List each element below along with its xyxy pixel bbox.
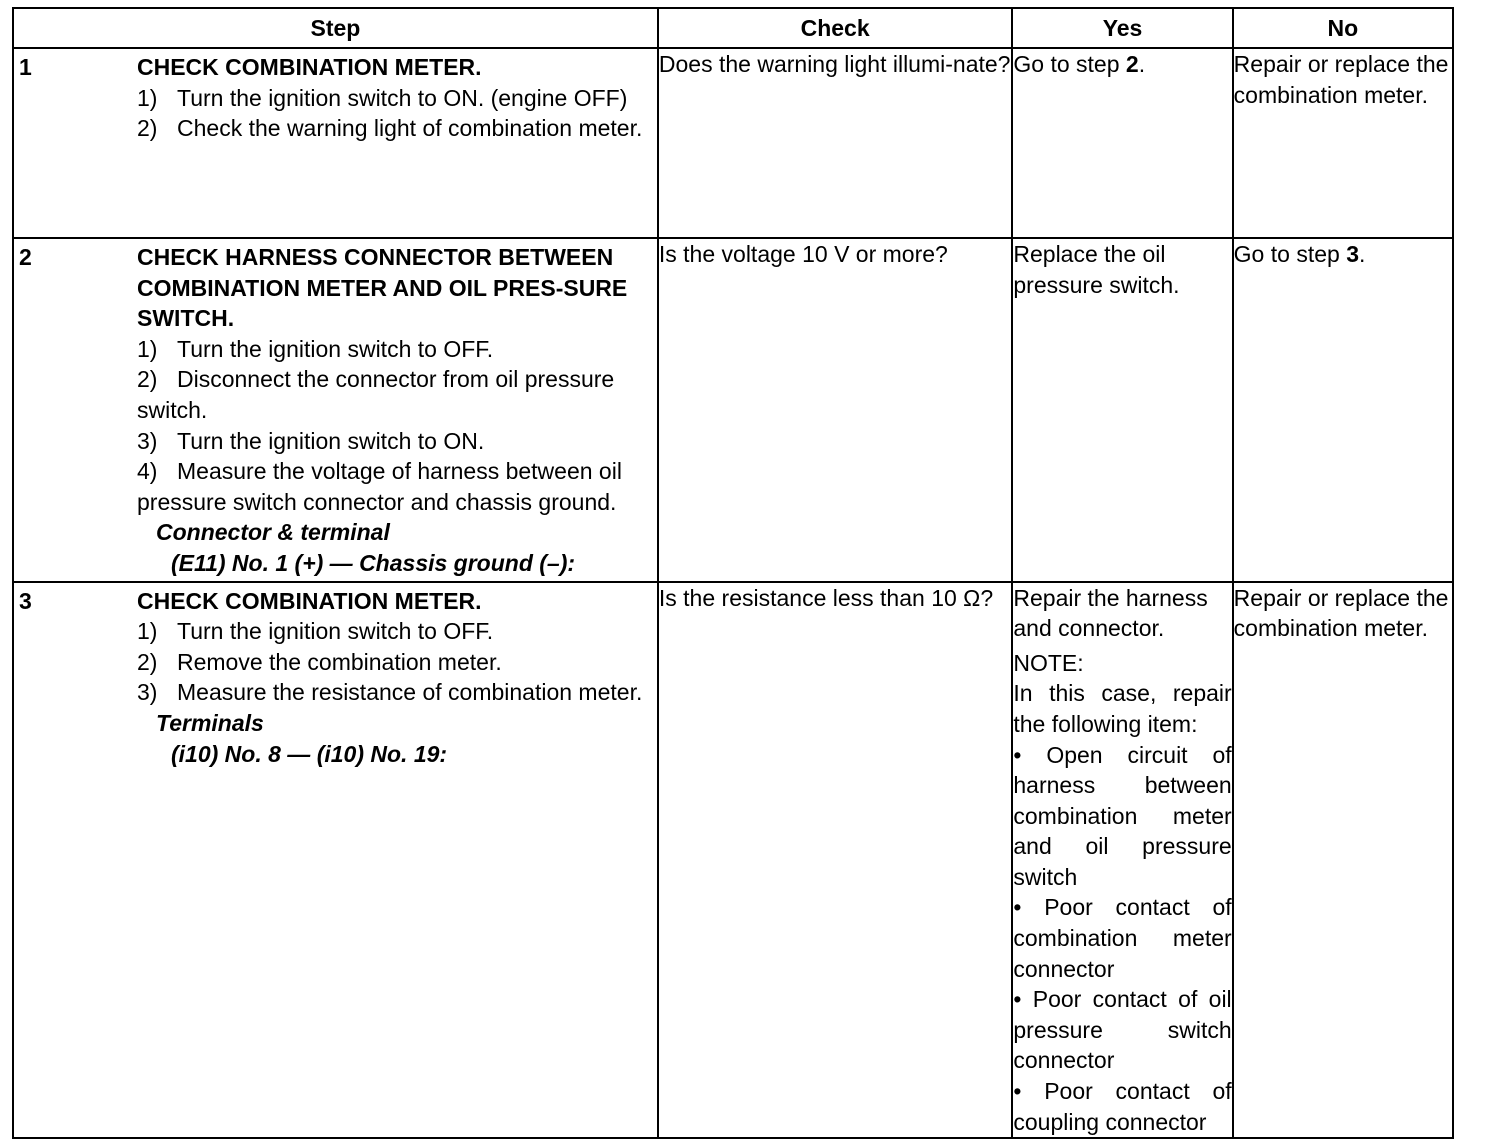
step-title: CHECK HARNESS CONNECTOR BETWEEN COMBINATION METER AND OIL PRES-SURE SWITCH. [137,244,628,332]
table-row [13,48,1453,238]
yes-text: Repair the harness and connector. [1013,584,1208,642]
substep: 1) Turn the ignition switch to ON. (engine OFF) [137,84,628,111]
substep: 3) Measure the resistance of combination meter. [137,679,643,706]
step-ref: 2 [1125,51,1139,77]
substep: 4) Measure the voltage of harness between oil pressure switch connector and chassis ground. [137,458,622,515]
substep: 1) Turn the ignition switch to OFF. [137,618,494,645]
diagnostic-table [12,7,1454,1139]
header-check: Check [658,8,1012,48]
step-cell [13,48,658,238]
spec-label: Connector & terminal [156,519,390,546]
yes-cell [1012,582,1232,1139]
check-cell: Does the warning light illumi-nate? [658,48,1012,238]
step-number: 3 [19,587,32,614]
header-row [13,8,1453,48]
step-number: 2 [19,244,32,270]
header-no: No [1233,8,1453,48]
step-number: 1 [19,54,32,80]
substep: 3) Turn the ignition switch to ON. [137,427,485,454]
table-row [13,582,1453,1139]
yes-cell: Replace the oil pressure switch. [1012,238,1232,582]
check-cell: Is the voltage 10 V or more? [658,238,1012,582]
step-title: CHECK COMBINATION METER. [137,587,482,614]
header-step: Step [13,8,658,48]
no-cell: Go to step 3. [1233,238,1453,582]
note-item: • Poor contact of combination meter connector [1013,894,1232,982]
step-ref: 3 [1346,241,1359,267]
yes-cell: Go to step 2. [1012,48,1232,238]
spec-value: (E11) No. 1 (+) — Chassis ground (–): [171,549,576,576]
step-cell [13,238,658,582]
note-item: • Poor contact of coupling connector [1013,1078,1232,1135]
no-cell: Repair or replace the combination meter. [1233,582,1453,1139]
header-yes: Yes [1012,8,1232,48]
note-item: • Poor contact of oil pressure switch connector [1013,986,1232,1074]
note-item: • Open circuit of harness between combination meter and oil pressure switch [1013,741,1232,890]
table-row [13,238,1453,582]
spec-value: (i10) No. 8 — (i10) No. 19: [171,740,448,767]
step-cell [13,582,658,1139]
note-label: NOTE: [1013,649,1084,676]
substep: 2) Remove the combination meter. [137,648,502,675]
substep: 2) Disconnect the connector from oil pressure switch. [137,366,615,423]
spec-label: Terminals [156,709,264,736]
substep: 2) Check the warning light of combination meter. [137,115,643,142]
step-title: CHECK COMBINATION METER. [137,54,482,80]
no-cell: Repair or replace the combination meter. [1233,48,1453,238]
substep: 1) Turn the ignition switch to OFF. [137,335,494,362]
note-intro: In this case, repair the following item: [1013,680,1232,737]
check-cell: Is the resistance less than 10 Ω? [658,582,1012,1139]
